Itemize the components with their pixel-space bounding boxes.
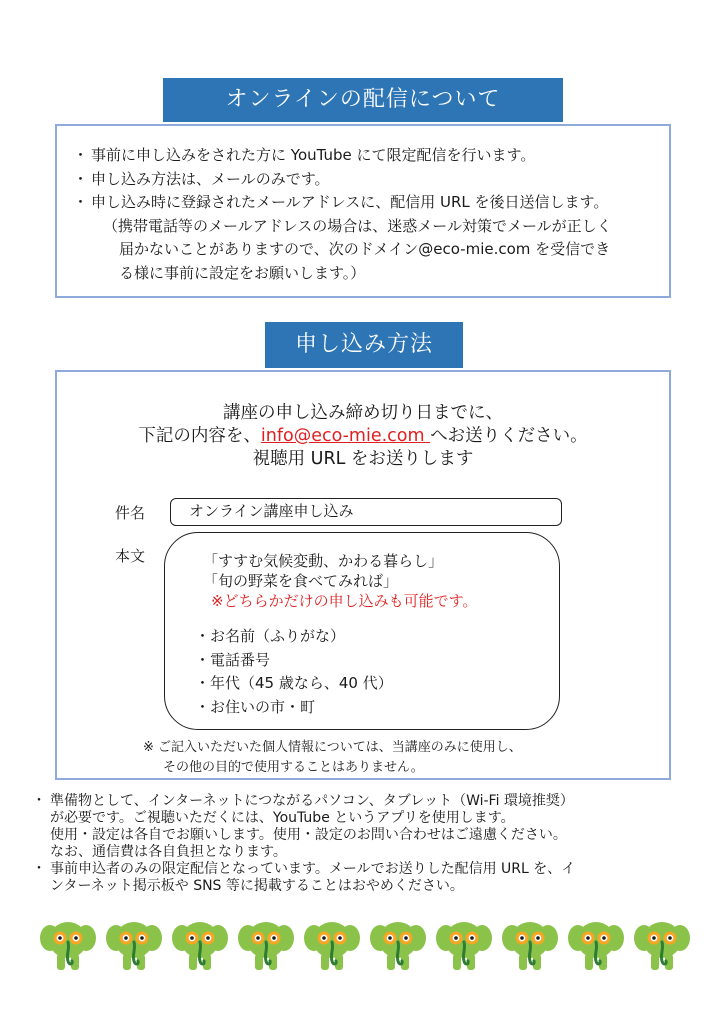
required-item: ・年代（45 歳なら、40 代） xyxy=(195,674,393,692)
elephant-mascot-icon xyxy=(304,916,360,974)
elephant-mascot-icon xyxy=(238,916,294,974)
footer-line: が必要です。ご視聴いただくには、YouTube というアプリを使用します。 xyxy=(50,810,515,826)
required-item: ・電話番号 xyxy=(195,650,271,669)
application-method-panel xyxy=(55,370,671,780)
intro-prefix: 下記の内容を、 xyxy=(138,426,261,446)
elephant-mascot-icon xyxy=(40,916,96,974)
footer-line: 使用・設定は各自でお願いします。使用・設定のお問い合わせはご遠慮ください。 xyxy=(50,827,567,843)
delivery-bullet: ・ 申し込み方法は、メールのみです。 xyxy=(73,168,655,192)
subject-label: 件名 xyxy=(115,504,146,522)
footer-line: なお、通信費は各自負担となります。 xyxy=(50,844,287,860)
elephant-mascot-icon xyxy=(172,916,228,974)
body-box xyxy=(164,532,560,730)
privacy-line: ※ ご記入いただいた個人情報については、当講座のみに使用し、 xyxy=(143,740,522,755)
section-title-application-method: 申し込み方法 xyxy=(265,322,463,368)
domain-note-line: （携帯電話等のメールアドレスの場合は、迷惑メール対策でメールが正しく xyxy=(103,216,612,235)
elephant-mascot-icon xyxy=(370,916,426,974)
mascot-row xyxy=(40,916,690,978)
intro-suffix: へお送りください。 xyxy=(430,426,588,446)
footer-notes xyxy=(32,793,702,895)
intro-line: 講座の申し込み締め切り日までに、 xyxy=(223,403,503,423)
required-items xyxy=(195,625,393,719)
online-delivery-panel xyxy=(55,124,671,298)
footer-bullet-equipment xyxy=(32,793,702,861)
course-title: 「旬の野菜を食べてみれば」 xyxy=(203,572,399,590)
email-link[interactable]: info@eco-mie.com xyxy=(260,426,431,446)
footer-line: ンターネット掲示板や SNS 等に掲載することはおやめください。 xyxy=(50,878,464,894)
delivery-bullet: ・ 事前に申し込みをされた方に YouTube にて限定配信を行います。 xyxy=(73,144,655,168)
body-label: 本文 xyxy=(115,547,146,565)
application-intro xyxy=(57,402,669,471)
course-list xyxy=(203,551,477,611)
footer-line: ・ 準備物として、インターネットにつながるパソコン、タブレット（Wi-Fi 環境推奨） xyxy=(50,793,574,809)
footer-bullet-restriction xyxy=(32,861,702,895)
required-item: ・お住いの市・町 xyxy=(195,697,316,716)
domain-note xyxy=(73,215,655,286)
footer-line: ・ 事前申込者のみの限定配信となっています。メールでお送りした配信用 URL を、イ xyxy=(50,861,576,877)
section-title-online-delivery: オンラインの配信について xyxy=(163,78,563,122)
privacy-line: その他の目的で使用することはありません。 xyxy=(163,760,424,775)
intro-line: 視聴用 URL をお送りします xyxy=(252,449,474,469)
elephant-mascot-icon xyxy=(436,916,492,974)
required-item: ・お名前（ふりがな） xyxy=(195,627,346,645)
subject-box xyxy=(170,498,562,526)
subject-value: オンライン講座申し込み xyxy=(189,502,354,520)
course-note: ※どちらかだけの申し込みも可能です。 xyxy=(211,592,478,610)
course-title: 「すすむ気候変動、かわる暮らし」 xyxy=(203,552,444,570)
elephant-mascot-icon xyxy=(568,916,624,974)
delivery-bullet: ・ 申し込み時に登録されたメールアドレスに、配信用 URL を後日送信します。 xyxy=(73,191,655,215)
elephant-mascot-icon xyxy=(502,916,558,974)
delivery-bullet-list xyxy=(73,144,655,215)
privacy-note xyxy=(143,738,522,778)
domain-note-line: 届かないことがありますので、次のドメイン@eco-mie.com を受信でき xyxy=(119,240,611,258)
domain-note-line: る様に事前に設定をお願いします。） xyxy=(119,263,366,282)
elephant-mascot-icon xyxy=(634,916,690,974)
intro-line xyxy=(57,425,669,448)
elephant-mascot-icon xyxy=(106,916,162,974)
